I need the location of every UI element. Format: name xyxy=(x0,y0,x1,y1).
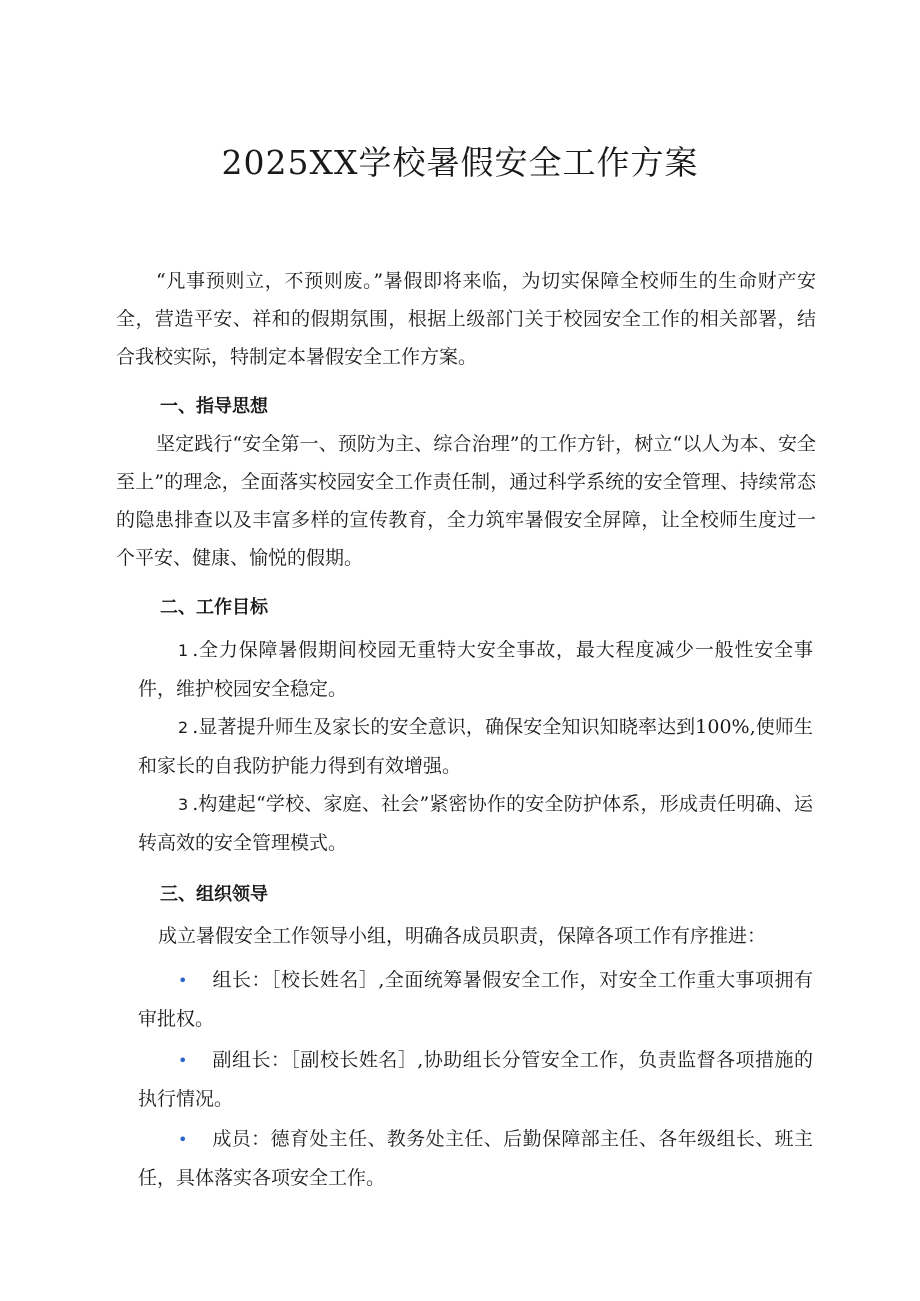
intro-paragraph: “凡事预则立，不预则废。”暑假即将来临，为切实保障全校师生的生命财产安全，营造平安、祥和的假期氛围，根据上级部门关于校园安全工作的相关部署，结合我校实际，特制定本暑假安全工作方案。 xyxy=(116,270,816,368)
leader-item xyxy=(138,961,813,1038)
bullet-icon: • xyxy=(178,971,188,990)
section-body-guiding-ideology: 坚定践行“安全第一、预防为主、综合治理”的工作方针，树立“以人为本、安全至上”的理念，全面落实校园安全工作责任制，通过科学系统的安全管理、持续常态的隐患排查以及丰富多样的宣传教育，全力筑牢暑假安全屏障，让全校师生度过一个平安、健康、愉悦的假期。 xyxy=(116,433,816,569)
bullet-icon: • xyxy=(178,1130,188,1149)
goal-item-1 xyxy=(138,631,813,708)
goal-item-number: 1 xyxy=(178,641,189,660)
section-body-organization: 成立暑假安全工作领导小组，明确各成员职责，保障各项工作有序推进： xyxy=(158,925,767,947)
goal-item-3 xyxy=(138,785,813,862)
deputy-leader-item-text: 副组长：［副校长姓名］,协助组长分管安全工作，负责监督各项措施的执行情况。 xyxy=(138,1049,813,1110)
goal-item-text: .显著提升师生及家长的安全意识，确保安全知识知晓率达到100%,使师生和家长的自我防护能力得到有效增强。 xyxy=(138,716,813,777)
section-heading-work-goals: 二、工作目标 xyxy=(160,597,268,618)
leader-item-text: 组长：［校长姓名］,全面统筹暑假安全工作，对安全工作重大事项拥有审批权。 xyxy=(138,969,813,1030)
section-heading-organization: 三、组织领导 xyxy=(160,884,268,905)
goal-item-2 xyxy=(138,708,813,785)
bullet-icon: • xyxy=(178,1051,188,1070)
section-heading-guiding-ideology: 一、指导思想 xyxy=(160,396,268,417)
goal-item-number: 2 xyxy=(178,718,189,737)
members-item-text: 成员：德育处主任、教务处主任、后勤保障部主任、各年级组长、班主任，具体落实各项安全工作。 xyxy=(138,1128,813,1189)
document-title: 2025XX学校暑假安全工作方案 xyxy=(221,143,699,182)
members-item xyxy=(138,1120,813,1197)
goal-item-number: 3 xyxy=(178,795,189,814)
deputy-leader-item xyxy=(138,1041,813,1118)
goal-item-text: .构建起“学校、家庭、社会”紧密协作的安全防护体系，形成责任明确、运转高效的安全管理模式。 xyxy=(138,793,813,854)
goal-item-text: .全力保障暑假期间校园无重特大安全事故，最大程度减少一般性安全事件，维护校园安全稳定。 xyxy=(138,639,813,700)
